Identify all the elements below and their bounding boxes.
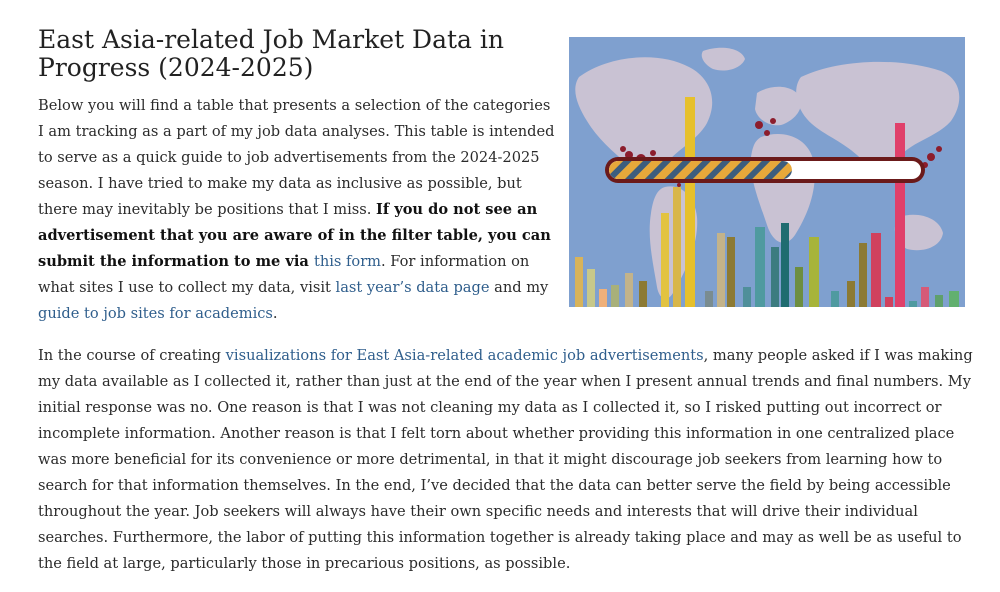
body-text-1: In the course of creating [38, 347, 226, 364]
body-paragraph [38, 343, 983, 577]
intro-bold-text: If you do not see an advertisement that you are aware of in the filter table, you can submit the information to me via [38, 201, 551, 270]
visualizations-link[interactable]: visualizations for East Asia-related academic job advertisements [225, 347, 704, 364]
intro-text-3: and my [489, 279, 549, 296]
form-link[interactable]: this form [313, 253, 382, 270]
data-page-link[interactable]: last year’s data page [335, 279, 490, 296]
intro-text-4: . [272, 305, 278, 322]
intro-text-2: . For information on what sites I use to collect my data, visit [38, 253, 530, 296]
world-map-graphic [569, 37, 965, 307]
guide-link[interactable]: guide to job sites for academics [38, 305, 273, 322]
body-text-2: , many people asked if I was making my data available as I collected it, rather than just at the end of the year when I present annual trends and final numbers. My initial response was no. One reason is that I was not cleaning my data as I collected it, so I risked putting out incorrect or incomplete information. Another reason is that I felt torn about whether providing this information in one centralized place was more beneficial for its convenience or more detrimental, in that it might discourage job seekers from learning how to search for that information themselves. In the end, I’ve decided that the data can better serve the field by being accessible throughout the year. Job seekers will always have their own specific needs and interests that will drive their individual searches. Furthermore, the labor of putting this information together is already taking place and may as well be as useful to the field at large, particularly those in precarious positions, as possible. [38, 347, 973, 572]
page-title: East Asia-related Job Market Data in Progress (2024-2025) [38, 25, 505, 82]
intro-text: Below you will find a table that presents a selection of the categories I am tracking as a part of my job data analyses. This table is intended to serve as a quick guide to job advertisements from the 2024-2025 season. I have tried to make my data as inclusive as possible, but there may inevitably be positions that I miss. [38, 97, 555, 218]
intro-paragraph [38, 93, 558, 327]
progress-fill [609, 161, 792, 179]
hero-image [569, 37, 965, 307]
progress-bar [605, 157, 925, 183]
